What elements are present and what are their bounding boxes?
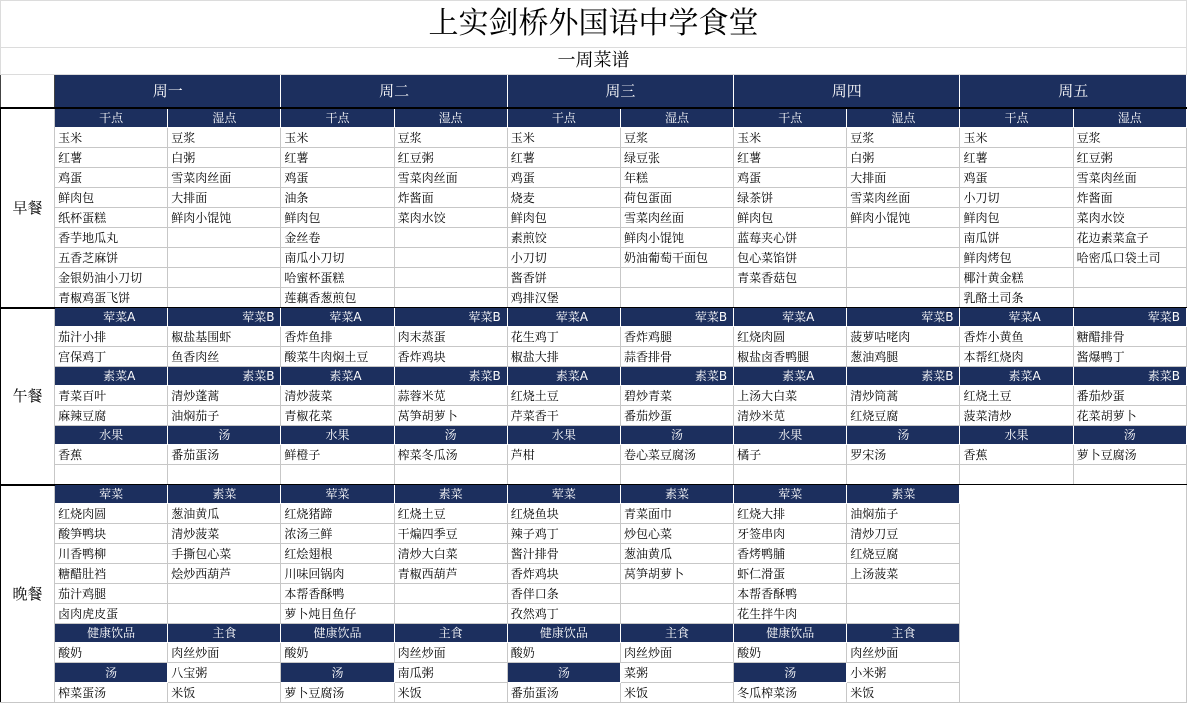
dish-cell: 本帮香酥鸭 [281, 584, 394, 604]
dish-cell: 雪菜肉丝面 [168, 168, 281, 188]
dish-cell: 清炒大白菜 [394, 544, 507, 564]
section-header: 水果 [734, 426, 847, 445]
section-header: 湿点 [847, 108, 960, 128]
dish-cell: 宫保鸡丁 [55, 347, 168, 367]
dish-cell: 鲜肉包 [960, 208, 1073, 228]
section-header: 湿点 [394, 108, 507, 128]
section-header: 素菜A [734, 367, 847, 386]
dish-cell: 莴笋胡萝卜 [394, 406, 507, 426]
dish-cell: 花生拌牛肉 [734, 604, 847, 624]
dish-cell: 红烩翅根 [281, 544, 394, 564]
dish-cell: 川香鸭柳 [55, 544, 168, 564]
dish-cell [168, 268, 281, 288]
dish-cell: 椒盐基围虾 [168, 327, 281, 347]
section-header: 健康饮品 [55, 624, 168, 643]
dish-cell: 豆浆 [1073, 128, 1186, 148]
section-header: 主食 [620, 624, 733, 643]
dish-cell: 小刀切 [507, 248, 620, 268]
section-header: 主食 [394, 624, 507, 643]
dish-cell: 雪菜肉丝面 [1073, 168, 1186, 188]
dish-cell: 鲜肉烤包 [960, 248, 1073, 268]
dish-cell: 鲜肉小馄饨 [847, 208, 960, 228]
dish-cell: 番茄蛋汤 [507, 683, 620, 703]
dish-cell: 榨菜冬瓜汤 [394, 445, 507, 465]
section-header: 水果 [960, 426, 1073, 445]
section-header: 荤菜 [281, 485, 394, 504]
dish-cell [394, 248, 507, 268]
dish-cell [394, 228, 507, 248]
dish-cell: 南瓜小刀切 [281, 248, 394, 268]
section-header: 荤菜A [55, 308, 168, 327]
section-header: 素菜A [281, 367, 394, 386]
dish-cell: 番茄炒蛋 [1073, 386, 1186, 406]
dish-cell: 芹菜香干 [507, 406, 620, 426]
section-header: 素菜 [847, 485, 960, 504]
dish-cell: 绿茶饼 [734, 188, 847, 208]
dish-cell: 鲜肉小馄饨 [168, 208, 281, 228]
dish-cell: 芦柑 [507, 445, 620, 465]
dish-cell [168, 604, 281, 624]
section-header: 素菜 [620, 485, 733, 504]
section-header: 水果 [55, 426, 168, 445]
dish-cell: 香炸鸡块 [507, 564, 620, 584]
section-header: 主食 [847, 624, 960, 643]
dish-cell: 雪菜肉丝面 [847, 188, 960, 208]
dish-cell: 葱油黄瓜 [168, 504, 281, 524]
dish-cell: 清炒菠菜 [168, 524, 281, 544]
dish-cell [394, 288, 507, 308]
dish-cell: 本帮红烧肉 [960, 347, 1073, 367]
section-header: 素菜B [168, 367, 281, 386]
dish-cell: 玉米 [55, 128, 168, 148]
dish-cell: 雪菜肉丝面 [620, 208, 733, 228]
dish-cell: 上汤大白菜 [734, 386, 847, 406]
section-header: 荤菜A [507, 308, 620, 327]
section-header: 汤 [168, 426, 281, 445]
section-header: 素菜A [960, 367, 1073, 386]
section-header: 荤菜B [847, 308, 960, 327]
dish-cell: 鸡蛋 [734, 168, 847, 188]
empty-cell [55, 465, 168, 485]
dish-cell [1073, 268, 1186, 288]
section-header: 素菜B [394, 367, 507, 386]
dish-cell: 川味回锅肉 [281, 564, 394, 584]
dish-cell: 红豆粥 [394, 148, 507, 168]
dish-cell: 椒盐卤香鸭腿 [734, 347, 847, 367]
dish-cell: 菜粥 [620, 663, 733, 683]
meal-label-lunch: 午餐 [1, 308, 55, 485]
dish-cell: 小米粥 [847, 663, 960, 683]
dish-cell [620, 268, 733, 288]
dish-cell: 雪菜肉丝面 [394, 168, 507, 188]
dish-cell: 香蕉 [960, 445, 1073, 465]
dish-cell [847, 248, 960, 268]
dish-cell [168, 288, 281, 308]
section-header: 干点 [507, 108, 620, 128]
section-header: 干点 [734, 108, 847, 128]
dish-cell: 鸡蛋 [507, 168, 620, 188]
dish-cell: 香伴口条 [507, 584, 620, 604]
dish-cell [168, 228, 281, 248]
dish-cell: 青椒西葫芦 [394, 564, 507, 584]
section-header: 荤菜A [734, 308, 847, 327]
dish-cell [734, 288, 847, 308]
day-header: 周三 [507, 75, 733, 109]
section-header: 湿点 [168, 108, 281, 128]
dish-cell: 香蕉 [55, 445, 168, 465]
dish-cell: 虾仁滑蛋 [734, 564, 847, 584]
section-header: 水果 [507, 426, 620, 445]
dish-cell: 鸡蛋 [281, 168, 394, 188]
dish-cell: 炸酱面 [394, 188, 507, 208]
dish-cell: 荷包蛋面 [620, 188, 733, 208]
dish-cell: 莲藕香葱煎包 [281, 288, 394, 308]
dish-cell [620, 604, 733, 624]
section-header: 素菜B [1073, 367, 1186, 386]
day-header: 周二 [281, 75, 507, 109]
section-header: 素菜A [507, 367, 620, 386]
section-header: 荤菜B [1073, 308, 1186, 327]
dish-cell: 糖醋排骨 [1073, 327, 1186, 347]
dish-cell: 鸡蛋 [55, 168, 168, 188]
empty-cell [1073, 465, 1186, 485]
dish-cell [620, 584, 733, 604]
dish-cell: 小刀切 [960, 188, 1073, 208]
dish-cell: 蒜香排骨 [620, 347, 733, 367]
dish-cell [847, 584, 960, 604]
dish-cell: 肉末蒸蛋 [394, 327, 507, 347]
dish-cell: 手撕包心菜 [168, 544, 281, 564]
section-header: 汤 [734, 663, 847, 683]
dish-cell: 红烧肉圆 [734, 327, 847, 347]
dish-cell: 卷心菜豆腐汤 [620, 445, 733, 465]
dish-cell: 炒包心菜 [620, 524, 733, 544]
dish-cell: 鲜橙子 [281, 445, 394, 465]
dish-cell: 南瓜饼 [960, 228, 1073, 248]
dish-cell: 红薯 [734, 148, 847, 168]
dish-cell: 米饭 [847, 683, 960, 703]
dish-cell: 南瓜粥 [394, 663, 507, 683]
dish-cell: 香炸鱼排 [281, 327, 394, 347]
dish-cell: 鱼香肉丝 [168, 347, 281, 367]
section-header: 汤 [281, 663, 394, 683]
dish-cell: 鲜肉包 [734, 208, 847, 228]
dish-cell: 豆浆 [168, 128, 281, 148]
dish-cell: 酱爆鸭丁 [1073, 347, 1186, 367]
dish-cell: 鸡排汉堡 [507, 288, 620, 308]
dish-cell: 榨菜蛋汤 [55, 683, 168, 703]
dish-cell [847, 604, 960, 624]
dish-cell: 红薯 [507, 148, 620, 168]
section-header: 荤菜B [394, 308, 507, 327]
section-header: 荤菜B [620, 308, 733, 327]
dish-cell: 萝卜炖目鱼仔 [281, 604, 394, 624]
dish-cell: 红烧土豆 [394, 504, 507, 524]
section-header: 素菜A [55, 367, 168, 386]
dish-cell: 酱香饼 [507, 268, 620, 288]
dish-cell: 花边素菜盒子 [1073, 228, 1186, 248]
section-header: 汤 [620, 426, 733, 445]
dish-cell: 豆浆 [847, 128, 960, 148]
dish-cell: 孜然鸡丁 [507, 604, 620, 624]
dish-cell [847, 268, 960, 288]
dish-cell: 香芋地瓜丸 [55, 228, 168, 248]
dish-cell: 麻辣豆腐 [55, 406, 168, 426]
dish-cell: 八宝粥 [168, 663, 281, 683]
empty-cell [847, 465, 960, 485]
section-header: 汤 [1073, 426, 1186, 445]
page-subtitle: 一周菜谱 [1, 48, 1187, 75]
dish-cell: 酸奶 [55, 643, 168, 663]
dish-cell: 哈蜜杯蛋糕 [281, 268, 394, 288]
section-header: 素菜 [394, 485, 507, 504]
dish-cell: 红烧豆腐 [847, 544, 960, 564]
section-header: 素菜B [847, 367, 960, 386]
dish-cell: 包心菜馅饼 [734, 248, 847, 268]
dish-cell: 年糕 [620, 168, 733, 188]
section-header: 健康饮品 [281, 624, 394, 643]
dish-cell: 萝卜豆腐汤 [281, 683, 394, 703]
dish-cell: 玉米 [281, 128, 394, 148]
dish-cell: 绿豆张 [620, 148, 733, 168]
meal-label-breakfast: 早餐 [1, 108, 55, 308]
dish-cell: 上汤菠菜 [847, 564, 960, 584]
dish-cell: 番茄蛋汤 [168, 445, 281, 465]
dish-cell: 青菜百叶 [55, 386, 168, 406]
empty-cell [960, 465, 1073, 485]
dish-cell: 烩炒西葫芦 [168, 564, 281, 584]
dish-cell: 番茄炒蛋 [620, 406, 733, 426]
dish-cell: 红烧鱼块 [507, 504, 620, 524]
dish-cell: 清炒菠菜 [281, 386, 394, 406]
dish-cell: 奶油葡萄干面包 [620, 248, 733, 268]
dish-cell [168, 584, 281, 604]
dish-cell: 茄汁鸡腿 [55, 584, 168, 604]
dish-cell: 莴笋胡萝卜 [620, 564, 733, 584]
empty-cell [960, 485, 1187, 703]
dish-cell: 素煎饺 [507, 228, 620, 248]
dish-cell [847, 228, 960, 248]
section-header: 汤 [507, 663, 620, 683]
dish-cell [394, 268, 507, 288]
dish-cell: 豆浆 [394, 128, 507, 148]
dish-cell [394, 584, 507, 604]
day-header: 周五 [960, 75, 1187, 109]
dish-cell: 白粥 [847, 148, 960, 168]
day-header: 周四 [734, 75, 960, 109]
section-header: 主食 [168, 624, 281, 643]
section-header: 汤 [847, 426, 960, 445]
dish-cell: 清炒刀豆 [847, 524, 960, 544]
section-header: 水果 [281, 426, 394, 445]
dish-cell: 干煸四季豆 [394, 524, 507, 544]
dish-cell: 茄汁小排 [55, 327, 168, 347]
dish-cell: 花菜胡萝卜 [1073, 406, 1186, 426]
empty-cell [281, 465, 394, 485]
section-header: 健康饮品 [734, 624, 847, 643]
dish-cell: 哈密瓜口袋土司 [1073, 248, 1186, 268]
dish-cell: 炸酱面 [1073, 188, 1186, 208]
corner-cell [1, 75, 55, 109]
empty-cell [168, 465, 281, 485]
dish-cell: 酸菜牛肉焖土豆 [281, 347, 394, 367]
section-header: 汤 [55, 663, 168, 683]
section-header: 荤菜 [734, 485, 847, 504]
dish-cell: 香炸鸡腿 [620, 327, 733, 347]
dish-cell: 红薯 [960, 148, 1073, 168]
dish-cell: 肉丝炒面 [620, 643, 733, 663]
dish-cell [1073, 288, 1186, 308]
dish-cell: 大排面 [168, 188, 281, 208]
day-header: 周一 [55, 75, 281, 109]
dish-cell: 油焖茄子 [847, 504, 960, 524]
dish-cell: 红烧大排 [734, 504, 847, 524]
dish-cell: 萝卜豆腐汤 [1073, 445, 1186, 465]
dish-cell: 蒜蓉米苋 [394, 386, 507, 406]
dish-cell: 酸奶 [507, 643, 620, 663]
meal-label-dinner: 晚餐 [1, 485, 55, 703]
empty-cell [507, 465, 620, 485]
empty-cell [620, 465, 733, 485]
dish-cell: 香炸鸡块 [394, 347, 507, 367]
dish-cell: 油条 [281, 188, 394, 208]
dish-cell: 香烤鸭脯 [734, 544, 847, 564]
dish-cell: 红烧土豆 [507, 386, 620, 406]
dish-cell: 菠萝咕咾肉 [847, 327, 960, 347]
dish-cell: 椒盐大排 [507, 347, 620, 367]
section-header: 素菜 [168, 485, 281, 504]
dish-cell: 金银奶油小刀切 [55, 268, 168, 288]
dish-cell: 辣子鸡丁 [507, 524, 620, 544]
section-header: 荤菜A [960, 308, 1073, 327]
section-header: 荤菜B [168, 308, 281, 327]
dish-cell: 白粥 [168, 148, 281, 168]
dish-cell: 米饭 [620, 683, 733, 703]
section-header: 荤菜 [507, 485, 620, 504]
dish-cell: 花生鸡丁 [507, 327, 620, 347]
dish-cell: 牙签串肉 [734, 524, 847, 544]
empty-cell [394, 465, 507, 485]
dish-cell [168, 248, 281, 268]
dish-cell: 浓汤三鲜 [281, 524, 394, 544]
dish-cell: 酸奶 [734, 643, 847, 663]
section-header: 湿点 [1073, 108, 1186, 128]
dish-cell: 米饭 [168, 683, 281, 703]
dish-cell: 肉丝炒面 [394, 643, 507, 663]
section-header: 荤菜A [281, 308, 394, 327]
empty-cell [734, 465, 847, 485]
dish-cell: 青菜面巾 [620, 504, 733, 524]
dish-cell: 酱汁排骨 [507, 544, 620, 564]
dish-cell: 冬瓜榨菜汤 [734, 683, 847, 703]
dish-cell: 乳酪土司条 [960, 288, 1073, 308]
dish-cell: 五香芝麻饼 [55, 248, 168, 268]
dish-cell [620, 288, 733, 308]
dish-cell: 葱油鸡腿 [847, 347, 960, 367]
dish-cell: 罗宋汤 [847, 445, 960, 465]
dish-cell: 糖醋肚裆 [55, 564, 168, 584]
dish-cell: 清炒蓬蒿 [168, 386, 281, 406]
dish-cell: 菠菜清炒 [960, 406, 1073, 426]
section-header: 荤菜 [55, 485, 168, 504]
section-header: 汤 [394, 426, 507, 445]
dish-cell: 碧炒青菜 [620, 386, 733, 406]
dish-cell: 卤肉虎皮蛋 [55, 604, 168, 624]
dish-cell: 鲜肉包 [281, 208, 394, 228]
section-header: 干点 [960, 108, 1073, 128]
dish-cell: 鲜肉包 [55, 188, 168, 208]
dish-cell: 青椒鸡蛋飞饼 [55, 288, 168, 308]
dish-cell: 青椒花菜 [281, 406, 394, 426]
dish-cell: 酸笋鸭块 [55, 524, 168, 544]
dish-cell: 清炒筒蒿 [847, 386, 960, 406]
dish-cell: 鲜肉小馄饨 [620, 228, 733, 248]
dish-cell: 肉丝炒面 [847, 643, 960, 663]
dish-cell: 橘子 [734, 445, 847, 465]
dish-cell: 烧麦 [507, 188, 620, 208]
dish-cell: 玉米 [960, 128, 1073, 148]
dish-cell: 红豆粥 [1073, 148, 1186, 168]
dish-cell: 菜肉水饺 [1073, 208, 1186, 228]
dish-cell [847, 288, 960, 308]
dish-cell: 纸杯蛋糕 [55, 208, 168, 228]
dish-cell: 蓝莓夹心饼 [734, 228, 847, 248]
dish-cell [394, 604, 507, 624]
dish-cell: 清炒米苋 [734, 406, 847, 426]
section-header: 干点 [281, 108, 394, 128]
dish-cell: 油焖茄子 [168, 406, 281, 426]
dish-cell: 红薯 [55, 148, 168, 168]
dish-cell: 金丝卷 [281, 228, 394, 248]
dish-cell: 红烧土豆 [960, 386, 1073, 406]
section-header: 干点 [55, 108, 168, 128]
dish-cell: 红烧肉圆 [55, 504, 168, 524]
dish-cell: 豆浆 [620, 128, 733, 148]
dish-cell: 米饭 [394, 683, 507, 703]
dish-cell: 肉丝炒面 [168, 643, 281, 663]
dish-cell: 鸡蛋 [960, 168, 1073, 188]
dish-cell: 葱油黄瓜 [620, 544, 733, 564]
dish-cell: 椰汁黄金糕 [960, 268, 1073, 288]
dish-cell: 本帮香酥鸭 [734, 584, 847, 604]
dish-cell: 大排面 [847, 168, 960, 188]
dish-cell: 酸奶 [281, 643, 394, 663]
dish-cell: 鲜肉包 [507, 208, 620, 228]
section-header: 湿点 [620, 108, 733, 128]
dish-cell: 红烧豆腐 [847, 406, 960, 426]
dish-cell: 玉米 [507, 128, 620, 148]
dish-cell: 香炸小黄鱼 [960, 327, 1073, 347]
dish-cell: 玉米 [734, 128, 847, 148]
page-title: 上实剑桥外国语中学食堂 [1, 1, 1187, 48]
section-header: 素菜B [620, 367, 733, 386]
dish-cell: 菜肉水饺 [394, 208, 507, 228]
section-header: 健康饮品 [507, 624, 620, 643]
dish-cell: 红薯 [281, 148, 394, 168]
dish-cell: 青菜香菇包 [734, 268, 847, 288]
dish-cell: 红烧猪蹄 [281, 504, 394, 524]
